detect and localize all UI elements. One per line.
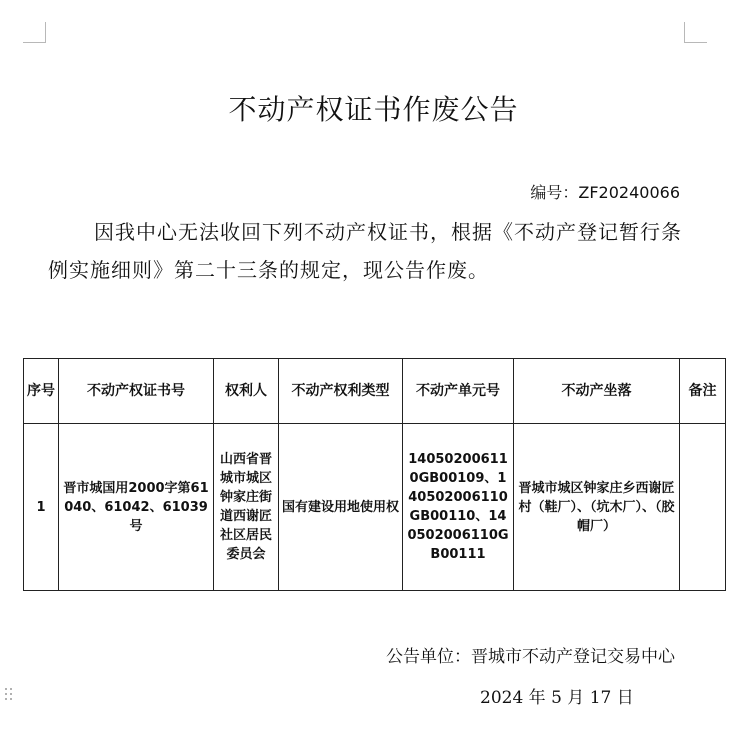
cell-location: 晋城市城区钟家庄乡西谢匠村（鞋厂）、（坑木厂）、（胶帽厂）: [514, 424, 680, 591]
table-row: [24, 424, 726, 591]
cell-owner: 山西省晋城市城区钟家庄街道西谢匠社区居民委员会: [214, 424, 279, 591]
header-cert-no: 不动产权证书号: [59, 359, 214, 424]
notice-body: 因我中心无法收回下列不动产权证书，根据《不动产登记暂行条例实施细则》第二十三条的规定，现公告作废。: [48, 220, 682, 282]
header-seq: 序号: [24, 359, 59, 424]
header-right-type: 不动产权利类型: [279, 359, 403, 424]
table-header-row: [24, 359, 726, 424]
cell-unit-no: 140502006110GB00109、140502006110GB00110、140502006110GB00111: [403, 424, 514, 591]
header-remark: 备注: [680, 359, 726, 424]
certificate-table: [23, 358, 726, 591]
document-number: 编号：ZF20240066: [530, 183, 680, 202]
issue-date: 2024 年 5 月 17 日: [480, 688, 634, 708]
cell-seq: 1: [24, 424, 59, 591]
drag-handle-icon[interactable]: [5, 688, 13, 702]
header-owner: 权利人: [214, 359, 279, 424]
cell-remark: [680, 424, 726, 591]
issuing-unit: 公告单位：晋城市不动产登记交易中心: [386, 647, 675, 667]
page-corner-mark-top-right: [684, 22, 707, 43]
document-title: 不动产权证书作废公告: [228, 93, 519, 126]
page-corner-mark-top-left: [23, 22, 46, 43]
header-unit-no: 不动产单元号: [403, 359, 514, 424]
header-location: 不动产坐落: [514, 359, 680, 424]
cell-cert-no: 晋市城国用2000字第61040、61042、61039号: [59, 424, 214, 591]
cell-right-type: 国有建设用地使用权: [279, 424, 403, 591]
